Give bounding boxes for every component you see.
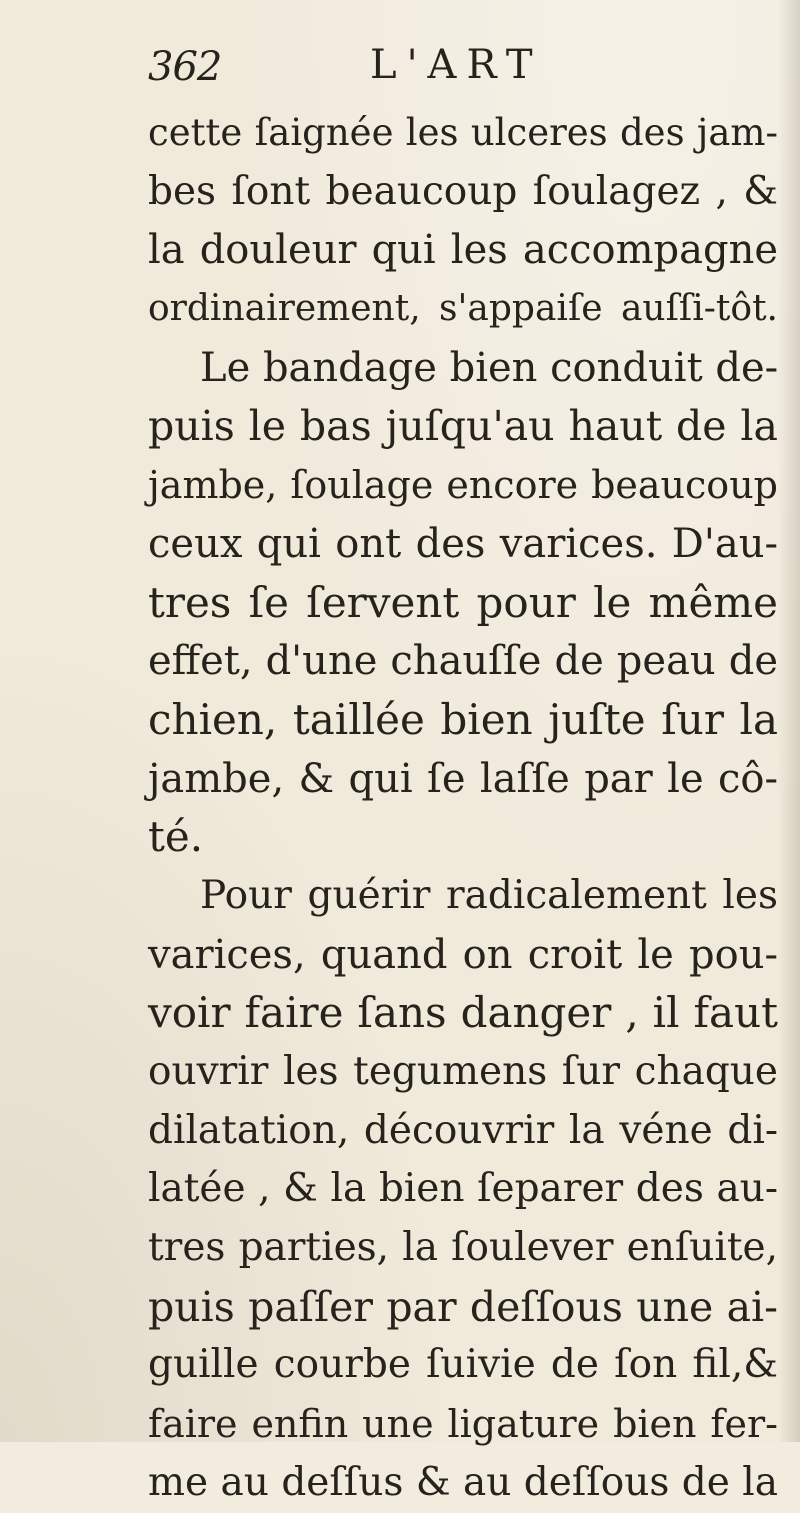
text-line: bes ſont beaucoup ſoulagez , & [148, 168, 778, 214]
text-line: varices, quand on croit le pou- [148, 931, 778, 978]
text-line: puis le bas juſqu'au haut de la [148, 402, 778, 451]
text-line: la douleur qui les accompagne [148, 227, 778, 274]
text-line: jambe, ſoulage encore beaucoup [148, 463, 778, 508]
text-line: puis paſſer par deſſous une ai- [148, 1282, 778, 1331]
text-line: me au deſſus & au deſſous de la [148, 1459, 778, 1505]
text-line: voir faire ſans danger , il faut [148, 988, 778, 1038]
text-line: cette ſaignée les ulceres des jam- [148, 111, 778, 154]
text-line: effet, d'une chauſſe de peau de [148, 638, 778, 685]
text-line: chien, taillée bien juſte ſur la [148, 694, 778, 744]
text-line: guille courbe ſuivie de ſon fil,& [148, 1342, 778, 1388]
page-number: 362 [148, 44, 222, 90]
text-line: latée , & la bien ſeparer des au- [148, 1166, 778, 1212]
text-line: ceux qui ont des varices. D'au- [148, 520, 778, 567]
text-line: dilatation, découvrir la véne di- [148, 1107, 778, 1153]
paragraph-start-line: Pour guérir radicalement les [200, 872, 778, 918]
text-line: faire enfin une ligature bien fer- [148, 1402, 778, 1447]
text-line: tres ſe ſervent pour le même [148, 577, 778, 627]
running-head-title: L'ART [370, 42, 543, 88]
text-line: jambe, & qui ſe laſſe par le cô- [148, 755, 778, 802]
paragraph-end-line: té. [148, 812, 204, 862]
page-edge-shadow [778, 0, 800, 1442]
running-head [148, 42, 768, 92]
text-line: ouvrir les tegumens ſur chaque [148, 1049, 778, 1094]
text-line: ordinairement, s'appaiſe auſſi-tôt. [148, 288, 778, 330]
text-line: tres parties, la ſoulever enſuite, [148, 1225, 778, 1271]
paragraph-start-line: Le bandage bien conduit de- [200, 344, 779, 391]
body-text [148, 104, 778, 1513]
